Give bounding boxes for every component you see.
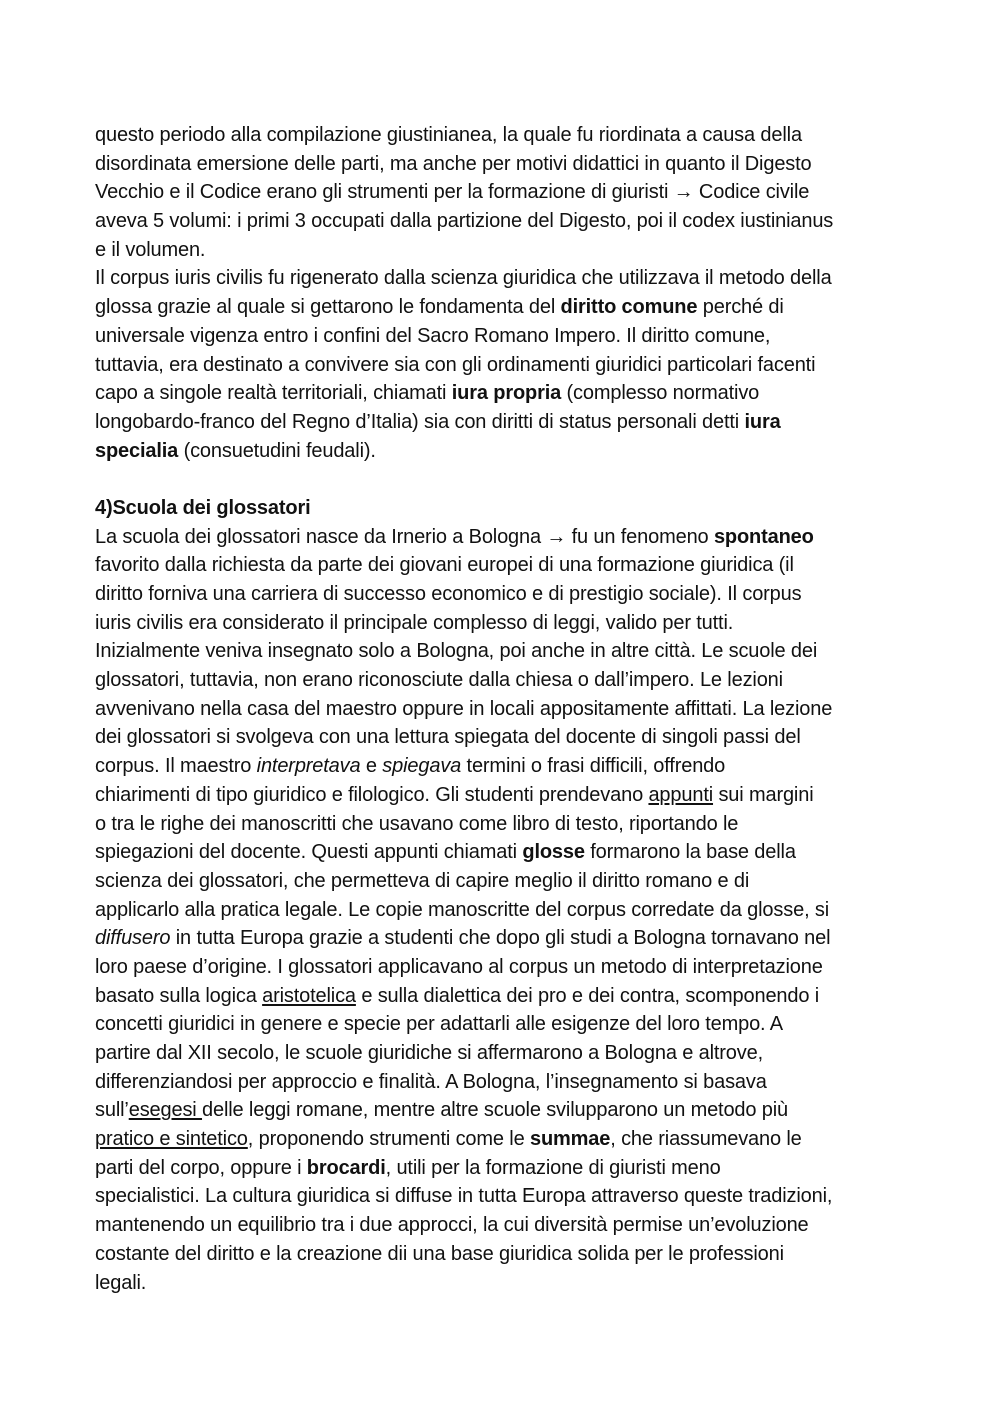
text-line [95,609,908,638]
text-run: interpretava [256,755,361,778]
text-run: universale vigenza entro i confini del Sacro Romano Impero. Il diritto comune, [95,324,771,347]
text-line [95,236,908,265]
text-run: sull’ [95,1099,129,1122]
text-run: esegesi [128,1099,203,1122]
text-run: chiarimenti di tipo giuridico e filologico. Gli studenti prendevano [95,783,649,806]
text-line [95,982,908,1011]
text-run: brocardi [306,1156,386,1179]
text-run: scienza dei glossatori, che permetteva di capire meglio il diritto romano e di [95,869,750,892]
text-run: diffusero [95,927,171,950]
text-run: aristotelica [262,984,356,1007]
text-line [95,924,908,953]
text-line [95,264,908,293]
text-run: diritto comune [560,296,698,319]
text-line [95,1096,908,1125]
text-line [95,1211,908,1240]
text-run: corpus. Il maestro [95,755,257,778]
text-line [95,322,908,351]
text-run: specialistici. La cultura giuridica si diffuse in tutta Europa attraverso queste tradizioni, [95,1185,833,1208]
text-run: e [360,755,383,778]
text-line [95,695,908,724]
paragraph-spacer [95,465,908,494]
text-run: parti del corpo, oppure i [95,1156,307,1179]
text-run: iura propria [451,382,562,405]
text-run: sui margini [713,783,814,806]
text-run: favorito dalla richiesta da parte dei giovani europei di una formazione giuridica (il [95,554,794,577]
text-run: e sulla dialettica dei pro e dei contra, scomponendo i [355,984,820,1007]
text-line [95,867,908,896]
text-line [95,1010,908,1039]
text-run: mantenendo un equilibrio tra i due approcci, la cui diversità permise un’evoluzione [95,1214,809,1237]
text-line [95,723,908,752]
text-line [95,637,908,666]
text-run: glossatori, tuttavia, non erano riconosciute dalla chiesa o dall’impero. Le lezioni [95,669,783,692]
text-run: iura [744,410,781,433]
text-run: applicarlo alla pratica legale. Le copie manoscritte del corpus corredate da glosse, si [95,898,830,921]
text-run: o tra le righe dei manoscritti che usavano come libro di testo, riportando le [95,812,739,835]
text-run: appunti [648,783,714,806]
text-run: La scuola dei glossatori nasce da Irnerio a Bologna → fu un fenomeno [95,525,714,548]
text-run: termini o frasi difficili, offrendo [461,755,726,778]
text-run: legali. [95,1271,147,1294]
text-line [95,810,908,839]
text-line [95,1154,908,1183]
text-run: delle leggi romane, mentre altre scuole svilupparono un metodo più [202,1099,789,1122]
text-line [95,666,908,695]
text-run: differenziandosi per approccio e finalità. A Bologna, l’insegnamento si basava [95,1070,767,1093]
text-run: , che riassumevano le [610,1128,802,1151]
text-run: Inizialmente veniva insegnato solo a Bologna, poi anche in altre città. Le scuole dei [95,640,818,663]
text-line [95,551,908,580]
text-line [95,207,908,236]
text-line [95,953,908,982]
text-line [95,1182,908,1211]
text-run: formarono la base della [584,841,796,864]
text-line [95,523,908,552]
text-run: disordinata emersione delle parti, ma anche per motivi didattici in quanto il Digesto [95,152,812,175]
text-line [95,121,908,150]
text-run: summae [529,1128,611,1151]
text-run: in tutta Europa grazie a studenti che dopo gli studi a Bologna tornavano nel [170,927,831,950]
text-run: Il corpus iuris civilis fu rigenerato dalla scienza giuridica che utilizzava il metodo della [95,267,832,290]
text-run: partire dal XII secolo, le scuole giuridiche si affermarono a Bologna e altrove, [95,1042,764,1064]
text-run: spontaneo [713,525,814,548]
text-line [95,752,908,781]
text-line [95,408,908,437]
text-line [95,379,908,408]
text-line [95,580,908,609]
text-line [95,781,908,810]
text-run: iuris civilis era considerato il principale complesso di leggi, valido per tutti. [95,611,734,634]
text-run: questo periodo alla compilazione giustinianea, la quale fu riordinata a causa della [95,124,802,146]
text-line [95,896,908,925]
text-run: diritto forniva una carriera di successo economico e di prestigio sociale). Il corpus [95,583,802,605]
text-run: longobardo-franco del Regno d’Italia) sia con diritti di status personali detti [95,410,745,433]
text-run: e il volumen. [95,238,206,261]
paragraph-corpus-iuris [95,264,908,465]
paragraph-glossatori [95,523,908,1298]
text-run: aveva 5 volumi: i primi 3 occupati dalla partizione del Digesto, poi il codex iustinianus [95,210,834,233]
text-run: concetti giuridici in genere e specie per adattarli alle esigenze del loro tempo. A [95,1013,783,1036]
text-run: avvenivano nella casa del maestro oppure in locali appositamente affittati. La lezione [95,697,833,720]
text-line [95,838,908,867]
text-line [95,1125,908,1154]
text-line [95,351,908,380]
text-run: basato sulla logica [95,984,263,1007]
text-run: , utili per la formazione di giuristi meno [385,1156,721,1179]
paragraph-intro [95,121,908,264]
text-run: costante del diritto e la creazione dii una base giuridica solida per le professioni [95,1242,784,1265]
text-run: perché di [697,296,784,319]
text-line [95,1269,908,1298]
text-run: , proponendo strumenti come le [247,1128,530,1151]
text-line [95,293,908,322]
text-run: dei glossatori si svolgeva con una lettura spiegata del docente di singoli passi del [95,726,801,749]
text-run: loro paese d’origine. I glossatori applicavano al corpus un metodo di interpretazione [95,955,823,978]
text-run: tuttavia, era destinato a convivere sia con gli ordinamenti giuridici particolari facenti [95,353,816,376]
text-run: specialia [95,439,179,462]
text-run: (consuetudini feudali). [178,439,376,462]
text-line [95,1068,908,1097]
text-line [95,178,908,207]
text-run: spiegazioni del docente. Questi appunti chiamati [95,841,523,864]
text-run: (complesso normativo [561,382,760,405]
text-run: Vecchio e il Codice erano gli strumenti per la formazione di giuristi → Codice civile [95,181,810,204]
text-run: capo a singole realtà territoriali, chiamati [95,382,452,405]
text-line [95,1039,908,1068]
text-line [95,437,908,466]
text-run: spiegava [382,755,462,778]
text-run: pratico e sintetico [95,1128,248,1151]
text-run: glosse [522,841,585,864]
text-line [95,1240,908,1269]
text-line [95,150,908,179]
section-heading: 4)Scuola dei glossatori [95,496,311,519]
text-run: glossa grazie al quale si gettarono le fondamenta del [95,296,561,319]
